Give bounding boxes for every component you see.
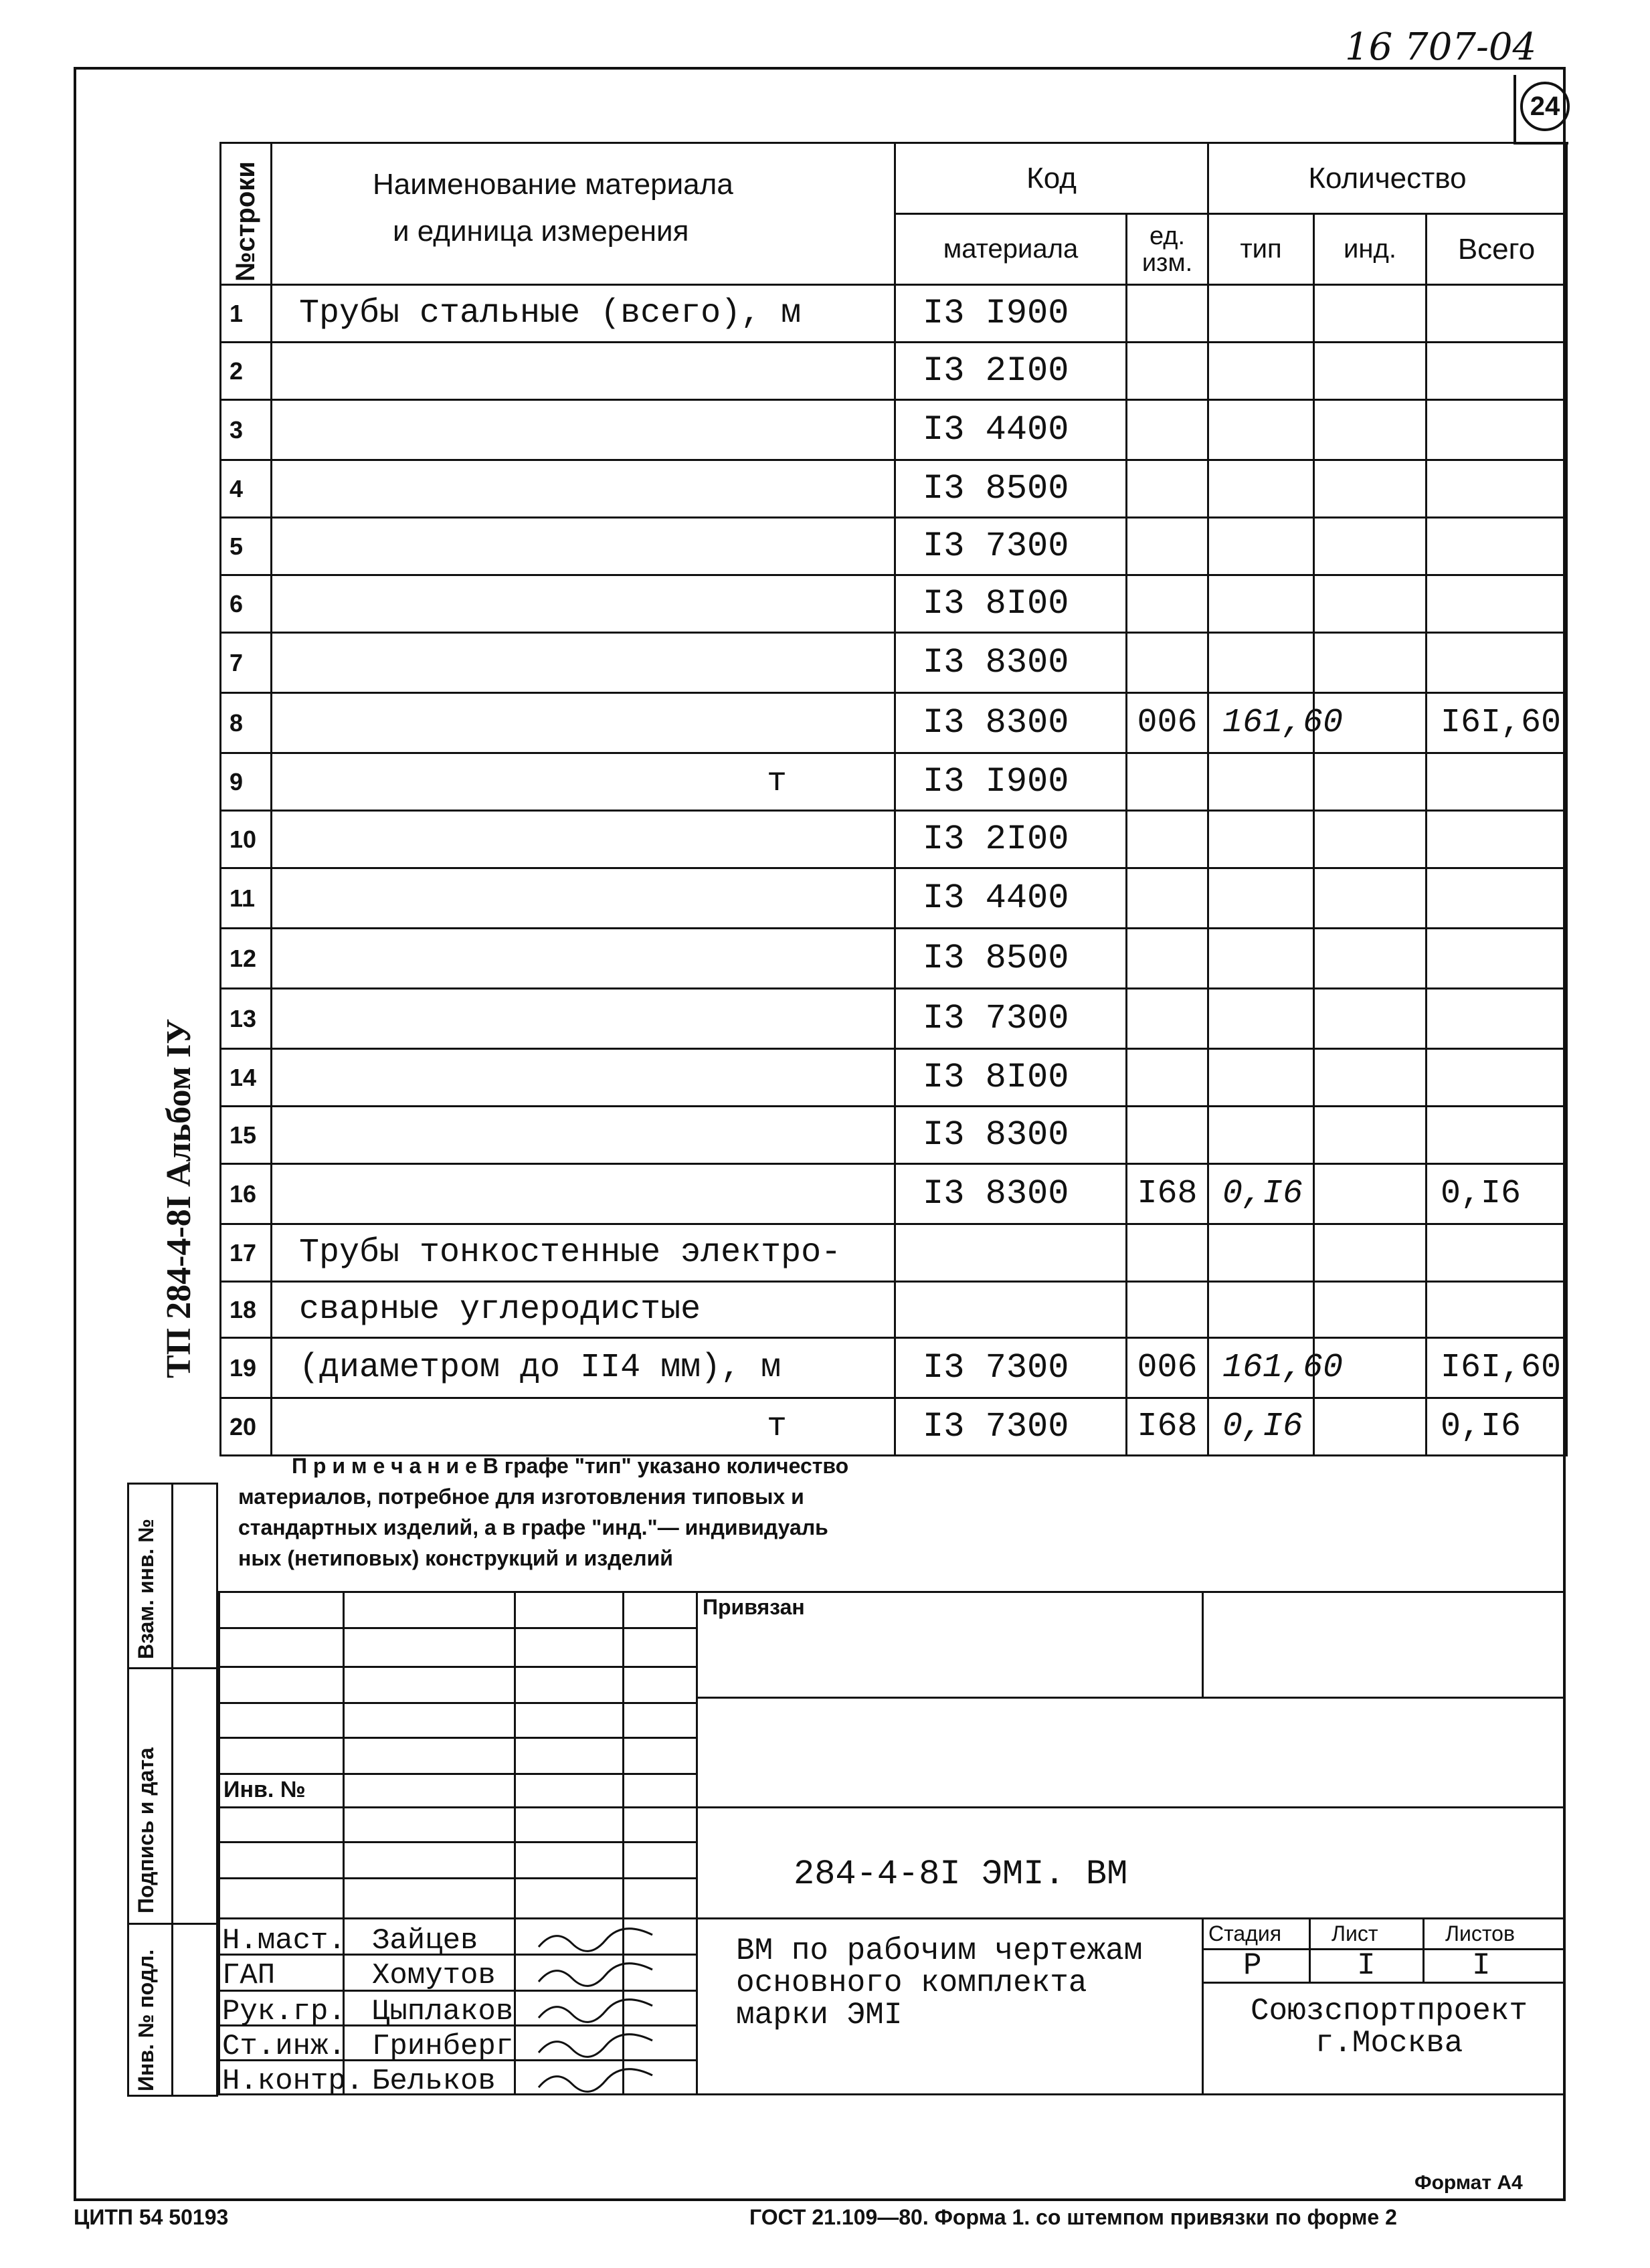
qty-ind-cell	[1314, 575, 1427, 633]
table-row	[221, 343, 1567, 400]
qty-type-cell	[1208, 518, 1314, 575]
sheet-label: Лист	[1332, 1921, 1378, 1946]
name-cell	[272, 989, 895, 1049]
qty-ind-cell	[1314, 1164, 1427, 1224]
unit-cell: 006	[1127, 1338, 1208, 1398]
qty-total-cell	[1427, 1224, 1567, 1282]
qty-ind-cell	[1314, 1049, 1427, 1107]
name-cell	[272, 693, 895, 753]
unit-cell: I68	[1127, 1164, 1208, 1224]
name-cell	[272, 929, 895, 989]
unit-cell	[1127, 633, 1208, 693]
qty-ind-cell	[1314, 868, 1427, 929]
name-cell: Трубы тонкостенные электро-	[272, 1224, 895, 1282]
table-row	[221, 1338, 1567, 1398]
unit-cell	[1127, 575, 1208, 633]
unit-cell	[1127, 1224, 1208, 1282]
name-cell	[272, 811, 895, 868]
signatory-role: Ст.инж.	[222, 2030, 346, 2063]
margin-vzam: Взам. инв. №	[134, 1519, 158, 1659]
stage-label: Стадия	[1208, 1921, 1282, 1946]
name-cell: (диаметром до II4 мм), м	[272, 1338, 895, 1398]
unit-cell	[1127, 868, 1208, 929]
page-number-circle	[1520, 82, 1570, 131]
code-cell: I3 8300	[895, 693, 1127, 753]
note-line-1: П р и м е ч а н и е В графе "тип" указано количество	[292, 1454, 849, 1478]
qty-total-cell: I6I,60	[1427, 693, 1567, 753]
table-row	[221, 633, 1567, 693]
header-code-material: материала	[895, 214, 1127, 285]
table-row	[221, 460, 1567, 518]
header-unit: ед. изм.	[1127, 214, 1208, 285]
qty-ind-cell	[1314, 929, 1427, 989]
qty-type-cell	[1208, 868, 1314, 929]
row-number-cell: 16	[221, 1164, 272, 1224]
qty-total-cell	[1427, 811, 1567, 868]
signatory-name: Зайцев	[372, 1924, 478, 1958]
unit-cell	[1127, 753, 1208, 811]
signatory-role: Рук.гр.	[222, 1995, 346, 2028]
signatory-name: Цыплаков	[372, 1995, 514, 2028]
row-number-cell: 11	[221, 868, 272, 929]
qty-type-cell	[1208, 753, 1314, 811]
page-number: 24	[1530, 92, 1560, 121]
row-number-cell: 1	[221, 285, 272, 343]
table-row	[221, 868, 1567, 929]
unit-cell	[1127, 343, 1208, 400]
header-qty-total: Всего	[1427, 214, 1567, 285]
code-cell	[895, 1224, 1127, 1282]
qty-total-cell	[1427, 285, 1567, 343]
name-cell	[272, 1049, 895, 1107]
footer-right: ГОСТ 21.109—80. Форма 1. со штемпом привязки по форме 2	[749, 2205, 1397, 2229]
qty-type-cell	[1208, 285, 1314, 343]
table-row	[221, 693, 1567, 753]
qty-ind-cell	[1314, 693, 1427, 753]
table-row	[221, 1164, 1567, 1224]
row-number-cell: 7	[221, 633, 272, 693]
unit-cell: I68	[1127, 1398, 1208, 1456]
qty-total-cell	[1427, 929, 1567, 989]
qty-total-cell: 0,I6	[1427, 1398, 1567, 1456]
unit-cell	[1127, 460, 1208, 518]
name-cell	[272, 343, 895, 400]
qty-total-cell	[1427, 989, 1567, 1049]
name-cell: Трубы стальные (всего), м	[272, 285, 895, 343]
code-cell: I3 8500	[895, 460, 1127, 518]
unit-cell: 006	[1127, 693, 1208, 753]
qty-ind-cell	[1314, 1398, 1427, 1456]
row-number-cell: 18	[221, 1282, 272, 1338]
document-number: 16 707-04	[1345, 25, 1537, 69]
document-title	[736, 1935, 1142, 2031]
qty-total-cell	[1427, 868, 1567, 929]
name-cell	[272, 633, 895, 693]
row-number-cell: 17	[221, 1224, 272, 1282]
row-number-cell: 20	[221, 1398, 272, 1456]
qty-type-cell: 161,60	[1208, 693, 1314, 753]
qty-ind-cell	[1314, 753, 1427, 811]
title-line-2: основного комплекта	[736, 1966, 1087, 2000]
unit-cell	[1127, 1049, 1208, 1107]
code-cell: I3 7300	[895, 989, 1127, 1049]
privyazan-label: Привязан	[703, 1595, 805, 1619]
sheet-value: I	[1357, 1948, 1376, 1983]
qty-type-cell	[1208, 929, 1314, 989]
qty-ind-cell	[1314, 1107, 1427, 1164]
signatory-role: ГАП	[222, 1959, 276, 1992]
qty-type-cell	[1208, 575, 1314, 633]
qty-type-cell	[1208, 1224, 1314, 1282]
table-row	[221, 811, 1567, 868]
qty-ind-cell	[1314, 1282, 1427, 1338]
table-row	[221, 1224, 1567, 1282]
qty-total-cell	[1427, 633, 1567, 693]
code-cell: I3 8300	[895, 633, 1127, 693]
qty-type-cell: 0,I6	[1208, 1164, 1314, 1224]
table-row	[221, 1282, 1567, 1338]
unit-cell	[1127, 285, 1208, 343]
signatory-role: Н.маст.	[222, 1924, 346, 1958]
qty-total-cell	[1427, 1282, 1567, 1338]
signature-mark	[535, 2033, 656, 2059]
materials-table	[219, 142, 1566, 1446]
row-number-cell: 13	[221, 989, 272, 1049]
qty-total-cell	[1427, 460, 1567, 518]
name-cell	[272, 518, 895, 575]
code-cell: I3 I900	[895, 285, 1127, 343]
note-line-3: стандартных изделий, а в графе "инд."— индивидуаль	[238, 1515, 828, 1539]
margin-inv-podl: Инв. № подл.	[134, 1949, 158, 2091]
row-number-cell: 6	[221, 575, 272, 633]
signatory-role: Н.контр.	[222, 2065, 364, 2098]
signature-mark	[535, 1927, 656, 1954]
name-cell: т	[272, 1398, 895, 1456]
signatory-name: Хомутов	[372, 1959, 496, 1992]
qty-ind-cell	[1314, 1224, 1427, 1282]
sheets-label: Листов	[1445, 1921, 1515, 1946]
qty-ind-cell	[1314, 811, 1427, 868]
unit-cell	[1127, 929, 1208, 989]
code-cell: I3 7300	[895, 1398, 1127, 1456]
qty-type-cell	[1208, 1282, 1314, 1338]
qty-total-cell	[1427, 1107, 1567, 1164]
format-label: Формат А4	[1414, 2172, 1523, 2194]
unit-cell	[1127, 811, 1208, 868]
row-number-cell: 5	[221, 518, 272, 575]
code-cell: I3 7300	[895, 518, 1127, 575]
signature-mark	[535, 1962, 656, 1988]
signature-mark	[535, 1998, 656, 2024]
table-row	[221, 285, 1567, 343]
title-line-3: марки ЭМI	[736, 1998, 903, 2033]
name-cell	[272, 1107, 895, 1164]
title-line-1: ВМ по рабочим чертежам	[736, 1933, 1143, 1968]
stage-value: Р	[1243, 1948, 1262, 1983]
row-number-cell: 19	[221, 1338, 272, 1398]
qty-ind-cell	[1314, 343, 1427, 400]
qty-total-cell	[1427, 575, 1567, 633]
qty-type-cell	[1208, 1049, 1314, 1107]
code-cell: I3 8500	[895, 929, 1127, 989]
qty-total-cell	[1427, 343, 1567, 400]
code-cell: I3 I900	[895, 753, 1127, 811]
unit-cell	[1127, 518, 1208, 575]
code-cell: I3 7300	[895, 1338, 1127, 1398]
name-cell	[272, 460, 895, 518]
qty-ind-cell	[1314, 989, 1427, 1049]
code-cell: I3 8300	[895, 1164, 1127, 1224]
document-designation: 284-4-8I ЭМI. ВМ	[794, 1855, 1128, 1894]
header-code: Код	[895, 143, 1208, 214]
margin-podpis: Подпись и дата	[134, 1747, 158, 1913]
qty-total-cell	[1427, 518, 1567, 575]
unit-cell	[1127, 1282, 1208, 1338]
note-line-2: материалов, потребное для изготовления типовых и	[238, 1485, 804, 1509]
qty-ind-cell	[1314, 633, 1427, 693]
signatory-name: Бельков	[372, 2065, 496, 2098]
note-line-4: ных (нетиповых) конструкций и изделий	[238, 1546, 673, 1570]
table-row	[221, 753, 1567, 811]
signature-mark	[535, 2067, 656, 2094]
code-cell: I3 4400	[895, 400, 1127, 460]
header-name: Наименование материала и единица измерения	[272, 143, 895, 285]
name-cell: т	[272, 753, 895, 811]
qty-type-cell	[1208, 811, 1314, 868]
table-row	[221, 400, 1567, 460]
table-row	[221, 989, 1567, 1049]
qty-type-cell	[1208, 460, 1314, 518]
qty-type-cell	[1208, 633, 1314, 693]
signatory-name: Гринберг	[372, 2030, 514, 2063]
name-cell	[272, 400, 895, 460]
table-row	[221, 1049, 1567, 1107]
row-number-cell: 4	[221, 460, 272, 518]
qty-ind-cell	[1314, 460, 1427, 518]
row-number-cell: 10	[221, 811, 272, 868]
qty-total-cell: I6I,60	[1427, 1338, 1567, 1398]
row-number-cell: 8	[221, 693, 272, 753]
table-row	[221, 1107, 1567, 1164]
organization-name: Союзспортпроект	[1250, 1994, 1528, 2028]
row-number-cell: 15	[221, 1107, 272, 1164]
unit-cell	[1127, 400, 1208, 460]
table-row	[221, 929, 1567, 989]
unit-cell	[1127, 1107, 1208, 1164]
code-cell: I3 4400	[895, 868, 1127, 929]
note-block	[238, 1450, 848, 1574]
organization	[1242, 1995, 1536, 2059]
name-cell	[272, 1164, 895, 1224]
qty-ind-cell	[1314, 1338, 1427, 1398]
name-cell	[272, 868, 895, 929]
row-number-cell: 9	[221, 753, 272, 811]
name-cell: сварные углеродистые	[272, 1282, 895, 1338]
row-number-cell: 3	[221, 400, 272, 460]
row-number-cell: 2	[221, 343, 272, 400]
qty-total-cell: 0,I6	[1427, 1164, 1567, 1224]
header-qty-type: тип	[1208, 214, 1314, 285]
qty-type-cell: 0,I6	[1208, 1398, 1314, 1456]
header-row-number: №строки	[221, 143, 272, 285]
table-row	[221, 518, 1567, 575]
row-number-cell: 14	[221, 1049, 272, 1107]
code-cell: I3 2I00	[895, 811, 1127, 868]
code-cell: I3 8300	[895, 1107, 1127, 1164]
header-quantity: Количество	[1208, 143, 1567, 214]
qty-total-cell	[1427, 753, 1567, 811]
inv-no-label: Инв. №	[223, 1777, 306, 1802]
qty-type-cell	[1208, 989, 1314, 1049]
row-number-cell: 12	[221, 929, 272, 989]
footer-left: ЦИТП 54 50193	[74, 2205, 229, 2229]
code-cell: I3 8I00	[895, 575, 1127, 633]
qty-total-cell	[1427, 1049, 1567, 1107]
name-cell	[272, 575, 895, 633]
code-cell: I3 2I00	[895, 343, 1127, 400]
unit-cell	[1127, 989, 1208, 1049]
table-row	[221, 575, 1567, 633]
qty-type-cell	[1208, 400, 1314, 460]
header-qty-ind: инд.	[1314, 214, 1427, 285]
sheets-value: I	[1472, 1948, 1491, 1983]
qty-type-cell	[1208, 1107, 1314, 1164]
qty-ind-cell	[1314, 518, 1427, 575]
code-cell: I3 8I00	[895, 1049, 1127, 1107]
qty-type-cell: 161,60	[1208, 1338, 1314, 1398]
organization-city: г.Москва	[1315, 2026, 1463, 2061]
side-label: ТП 284-4-8I Альбом IУ	[160, 1018, 198, 1378]
qty-total-cell	[1427, 400, 1567, 460]
code-cell	[895, 1282, 1127, 1338]
qty-ind-cell	[1314, 400, 1427, 460]
qty-ind-cell	[1314, 285, 1427, 343]
qty-type-cell	[1208, 343, 1314, 400]
table-row	[221, 1398, 1567, 1456]
